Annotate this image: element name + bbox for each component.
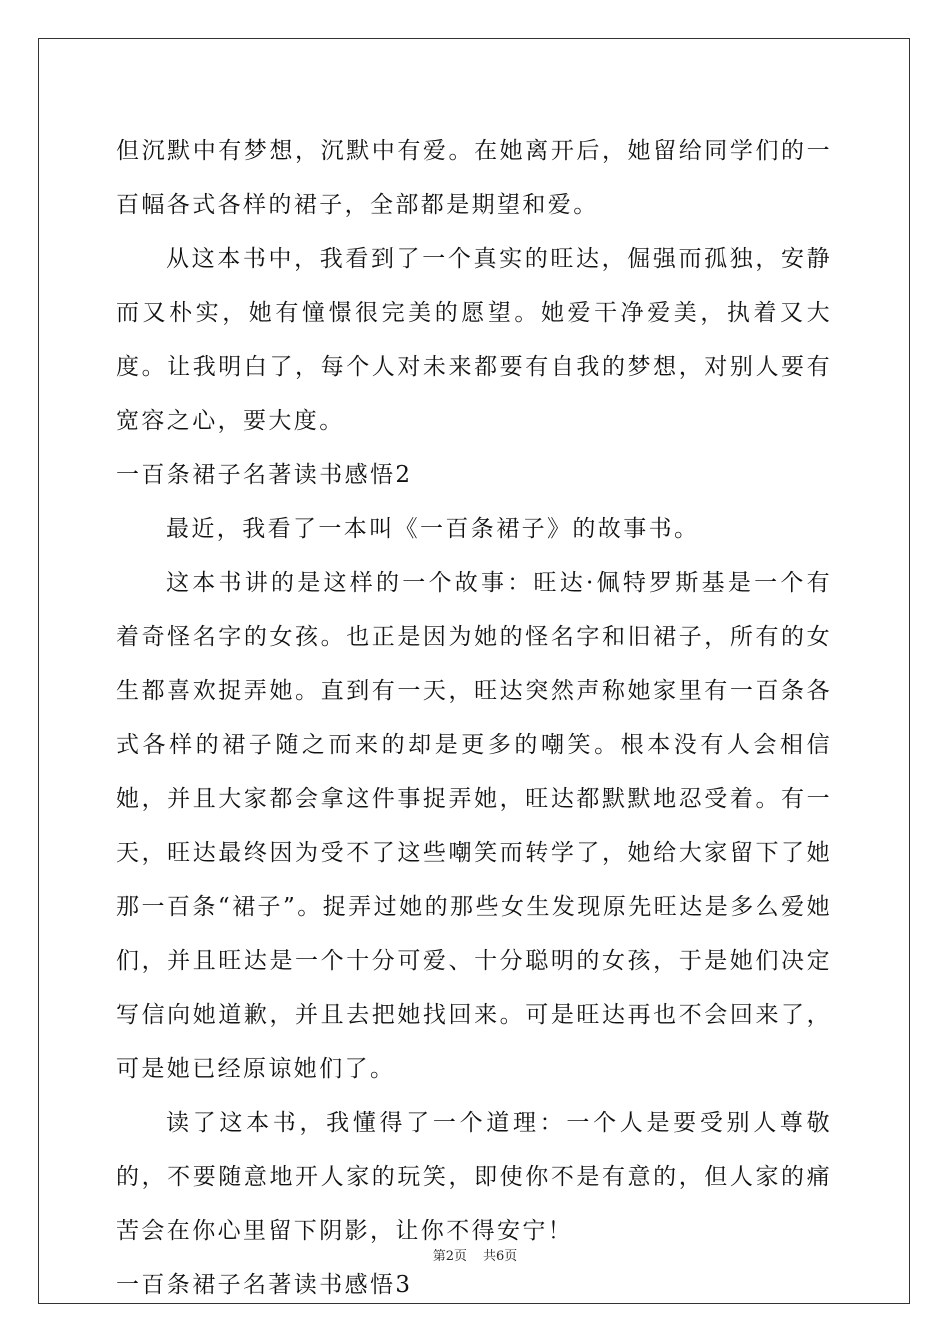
page-footer bbox=[0, 1245, 950, 1264]
paragraph: 这本书讲的是这样的一个故事：旺达·佩特罗斯基是一个有着奇怪名字的女孩。也正是因为她的怪名字和旧裙子，所有的女生都喜欢捉弄她。直到有一天，旺达突然声称她家里有一百条各式各样的裙子随之而来的却是更多的嘲笑。根本没有人会相信她，并且大家都会拿这件事捉弄她，旺达都默默地忍受着。有一天，旺达最终因为受不了这些嘲笑而转学了，她给大家留下了她那一百条“裙子”。捉弄过她的那些女生发现原先旺达是多么爱她们，并且旺达是一个十分可爱、十分聪明的女孩，于是她们决定写信向她道歉，并且去把她找回来。可是旺达再也不会回来了，可是她已经原谅她们了。 bbox=[116, 570, 832, 1082]
section-heading: 一百条裙子名著读书感悟3 bbox=[116, 1272, 413, 1298]
page-number: 第2页 bbox=[432, 1249, 467, 1264]
paragraph: 但沉默中有梦想，沉默中有爱。在她离开后，她留给同学们的一百幅各式各样的裙子，全部都是期望和爱。 bbox=[116, 138, 832, 218]
paragraph: 从这本书中，我看到了一个真实的旺达，倔强而孤独，安静而又朴实，她有憧憬很完美的愿望。她爱干净爱美，执着又大度。让我明白了，每个人对未来都要有自我的梦想，对别人要有宽容之心，要大度。 bbox=[116, 246, 832, 434]
section-heading: 一百条裙子名著读书感悟2 bbox=[116, 462, 413, 488]
paragraph: 最近，我看了一本叫《一百条裙子》的故事书。 bbox=[166, 516, 700, 542]
page-total: 共6页 bbox=[483, 1249, 518, 1264]
document-body bbox=[116, 124, 832, 1312]
paragraph: 读了这本书，我懂得了一个道理：一个人是要受别人尊敬的，不要随意地开人家的玩笑，即使你不是有意的，但人家的痛苦会在你心里留下阴影，让你不得安宁！ bbox=[116, 1110, 832, 1244]
